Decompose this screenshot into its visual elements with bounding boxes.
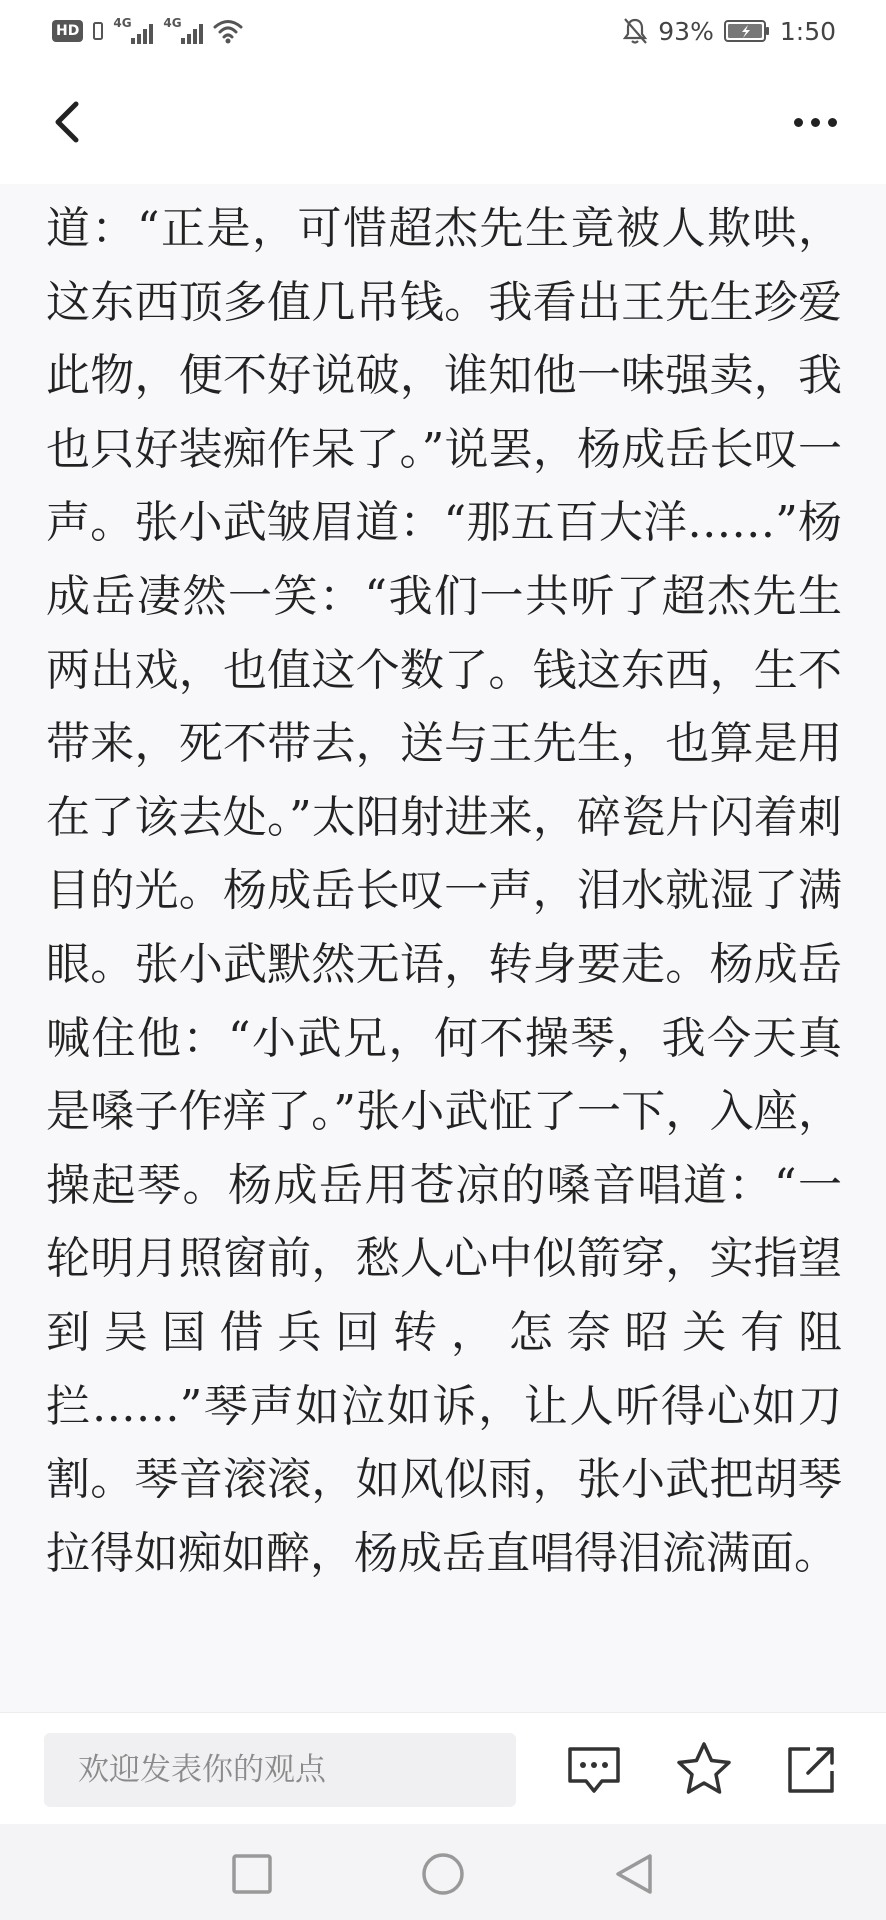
comment-icon[interactable] — [562, 1737, 626, 1801]
chevron-left-icon — [40, 92, 100, 152]
recent-apps-icon[interactable] — [224, 1846, 280, 1902]
back-triangle-icon[interactable] — [606, 1846, 662, 1902]
system-nav-bar — [0, 1824, 886, 1920]
article-content — [0, 184, 886, 1712]
signal-icon-1 — [113, 16, 153, 46]
battery-percent: 93% — [658, 16, 714, 46]
signal-icon-2 — [163, 16, 203, 46]
more-button[interactable] — [780, 92, 850, 152]
share-icon[interactable] — [780, 1737, 844, 1801]
comment-bar — [0, 1712, 886, 1825]
network-label-2: 4G — [163, 16, 182, 30]
back-button[interactable] — [40, 92, 100, 152]
top-app-bar — [0, 62, 886, 185]
more-dots-icon — [794, 118, 803, 127]
status-right — [622, 14, 836, 48]
status-left — [52, 14, 243, 48]
star-icon[interactable] — [672, 1737, 736, 1801]
bell-muted-icon — [622, 17, 648, 45]
hd-badge: HD — [52, 20, 83, 42]
status-time: 1:50 — [779, 16, 836, 46]
wifi-icon — [213, 18, 243, 44]
network-label-1: 4G — [113, 16, 132, 30]
battery-icon — [724, 19, 770, 43]
home-icon[interactable] — [415, 1846, 471, 1902]
article-text: 道：“正是，可惜超杰先生竟被人欺哄，这东西顶多值几吊钱。我看出王先生珍爱此物，便不好说破，谁知他一味强卖，我也只好装痴作呆了。”说罢，杨成岳长叹一声。张小武皱眉道：“那五百大洋……”杨成岳凄然一笑：“我们一共听了超杰先生两出戏，也值这个数了。钱这东西，生不带来，死不带去，送与王先生，也算是用在了该去处。”太阳射进来，碎瓷片闪着刺目的光。杨成岳长叹一声，泪水就湿了满眼。张小武默然无语，转身要走。杨成岳喊住他：“小武兄，何不操琴，我今天真是嗓子作痒了。”张小武怔了一下，入座，操起琴。杨成岳用苍凉的嗓音唱道：“一轮明月照窗前，愁人心中似箭穿，实指望到吴国借兵回转，怎奈昭关有阻拦……”琴声如泣如诉，让人听得心如刀割。琴音滚滚，如风似雨，张小武把胡琴拉得如痴如醉，杨成岳直唱得泪流满面。 — [46, 203, 842, 1579]
comment-input[interactable] — [44, 1733, 516, 1807]
status-bar — [0, 0, 886, 62]
sim-icon — [93, 22, 103, 40]
